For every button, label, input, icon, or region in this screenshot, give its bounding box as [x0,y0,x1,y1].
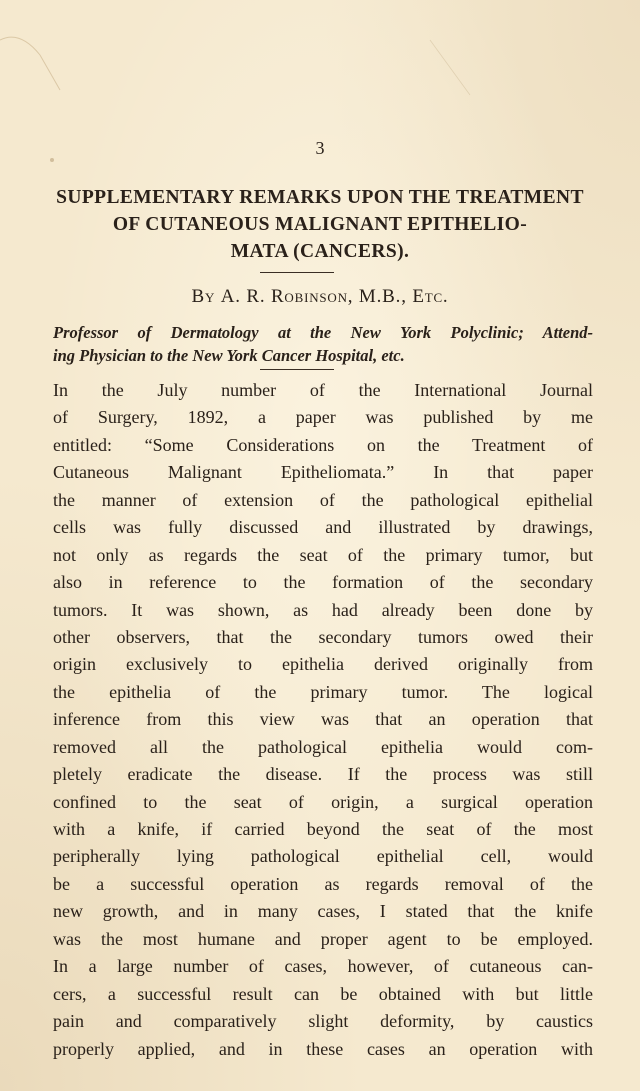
body-line: properly applied, and in these cases an operation with [53,1038,593,1059]
title-line-3: MATA (CANCERS). [230,241,410,262]
body-line: confined to the seat of origin, a surgical operation [53,791,593,812]
body-line: entitled: “Some Considerations on the Treatment of [53,434,593,455]
article-title [50,184,590,265]
author-name: A. R. Robinson, [220,286,354,307]
body-line: other observers, that the secondary tumors owed their [53,626,593,647]
title-line-2: OF CUTANEOUS MALIGNANT EPITHELIO- [112,214,528,235]
body-line: Cutaneous Malignant Epitheliomata.” In that paper [53,462,593,483]
body-line: In the July number of the International Journal [53,380,593,400]
body-line: In a large number of cases, however, of cutaneous can- [53,956,593,977]
body-line: peripherally lying pathological epithelial cell, would [53,846,593,867]
body-line: pain and comparatively slight deformity, by caustics [53,1011,593,1032]
author-byline [0,286,640,308]
affiliation-line-2: ing Physician to the New York Cancer Hospital, etc. [53,346,405,365]
body-line: was the most humane and proper agent to be employed. [53,928,593,949]
body-line: origin exclusively to epithelia derived originally from [53,654,593,675]
body-line: of Surgery, 1892, a paper was published by me [53,407,593,428]
byline-prefix: By [191,286,216,307]
body-line: the epithelia of the primary tumor. The logical [53,681,593,702]
title-line-1: SUPPLEMENTARY REMARKS UPON THE TREATMENT [56,187,584,208]
body-line: also in reference to the formation of the secondary [53,572,593,593]
body-line: tumors. It was shown, as had already been done by [53,599,593,620]
body-paragraph [53,377,593,1063]
body-line: not only as regards the seat of the primary tumor, but [53,544,593,565]
divider-rule [260,369,334,370]
divider-rule [260,272,334,273]
body-line: inference from this view was that an operation that [53,709,593,730]
body-line: cers, a successful result can be obtained with but little [53,983,593,1004]
affiliation-line-1: Professor of Dermatology at the New York Polyclinic; Attend- [53,323,593,342]
body-line: be a successful operation as regards removal of the [53,873,593,894]
body-line: cells was fully discussed and illustrated by drawings, [53,517,593,538]
body-line: new growth, and in many cases, I stated that the knife [53,901,593,922]
body-line: the manner of extension of the pathological epithelial [53,489,593,510]
byline-suffix: Etc. [412,286,449,307]
body-line: removed all the pathological epithelia would com- [53,736,593,757]
page-number: 3 [315,138,325,158]
author-degree: M.B., [358,286,407,307]
body-line: pletely eradicate the disease. If the process was still [53,764,593,785]
body-line: with a knife, if carried beyond the seat of the most [53,819,593,839]
author-affiliation [53,321,593,367]
